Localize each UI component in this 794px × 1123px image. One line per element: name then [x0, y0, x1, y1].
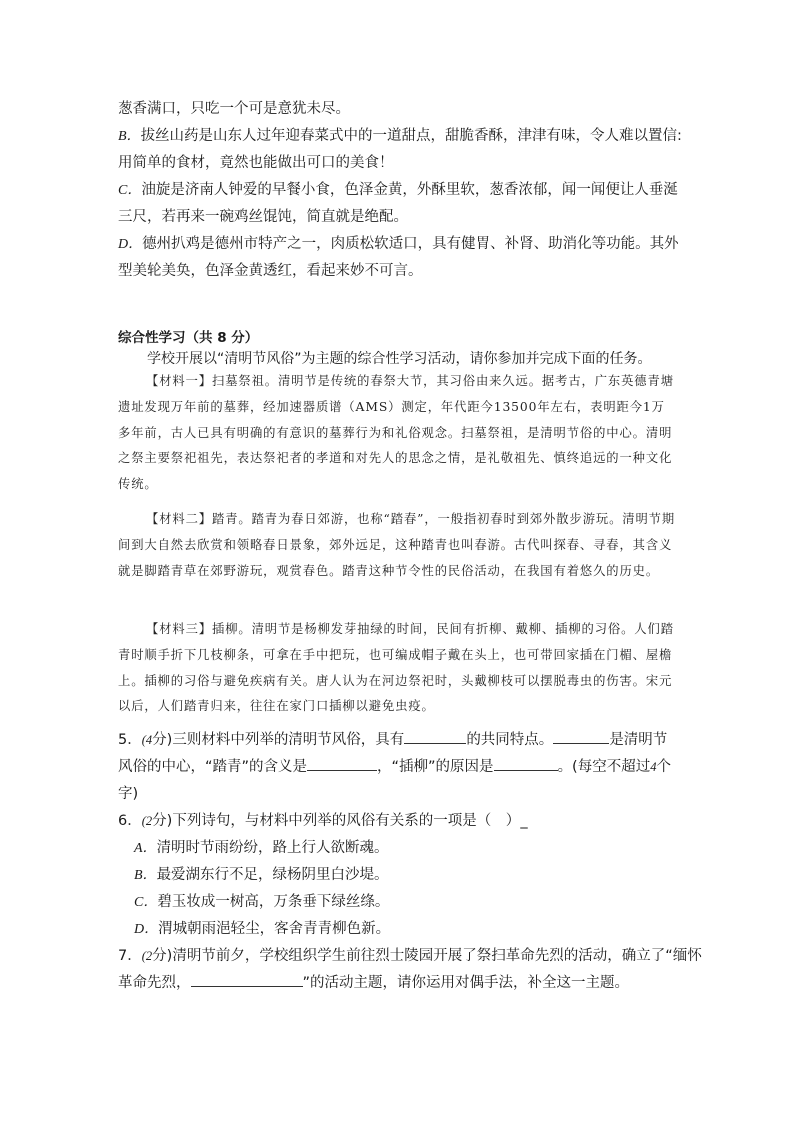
question-5-text-3: 是清明节: [609, 732, 668, 748]
option-c-line-2: 三尺，若再来一碗鸡丝馄饨，简直就是绝配。: [118, 209, 408, 225]
section-intro: 学校开展以“清明节风俗”为主题的综合性学习活动，请你参加并完成下面的任务。: [147, 351, 652, 367]
material-3: [118, 617, 678, 720]
option-b-letter: B．: [118, 129, 141, 144]
question-6-option-c-letter: C．: [134, 895, 158, 910]
question-6-option-a-letter: A．: [134, 841, 157, 856]
question-5-blank-3[interactable]: [307, 756, 377, 771]
question-5-line-1: [118, 728, 667, 749]
question-7-score: (2: [141, 949, 153, 963]
question-6-option-d-text: 渭城朝雨浥轻尘，客舍青青柳色新。: [158, 921, 391, 937]
question-7-line-2: [118, 971, 629, 992]
material-2-text: 踏青。踏青为春日郊游，也称“踏春”，一般指初春时到郊外散步游玩。清明节期间到大自然去欣赏和领略春日景象，郊外远足，这种踏青也叫春游。古代叫探春、寻春，其含义就是脚踏青草在郊野游玩，观赏春色。踏青这种节令性的民俗活动，在我国有着悠久的历史。: [118, 512, 676, 578]
question-6-stem: [118, 809, 528, 830]
question-6-option-d-letter: D．: [134, 922, 159, 937]
question-6-option-b-letter: B．: [134, 868, 157, 883]
question-5-score: (4: [141, 733, 153, 747]
question-5-text-6: 。(每空不超过: [557, 759, 651, 775]
question-7-text-3: ”的活动主题，请你运用对偶手法，补全这一主题。: [302, 975, 630, 991]
question-6-option-d[interactable]: [134, 917, 390, 938]
question-5-text-4: 风俗的中心，“踏青”的含义是: [118, 759, 308, 775]
question-6-option-a-text: 清明时节雨纷纷，路上行人欲断魂。: [156, 840, 389, 856]
question-7-number: 7．: [118, 948, 142, 964]
question-5-line-2: [118, 755, 671, 776]
question-7-text-1: 分)清明节前夕，学校组织学生前往烈士陵园开展了祭扫革命先烈的活动，确立了“缅怀: [152, 948, 702, 964]
question-6-option-c[interactable]: [134, 890, 389, 911]
question-6-number: 6．: [118, 813, 142, 829]
option-c-text-1: 油旋是济南人钟爱的早餐小食，色泽金黄，外酥里软，葱香浓郁，闻一闻便让人垂涎: [141, 182, 678, 198]
question-5-blank-4[interactable]: [494, 756, 558, 771]
option-c-line-1: [118, 178, 678, 199]
question-5-line-3: 字): [118, 786, 139, 802]
option-c-letter: C．: [118, 183, 142, 198]
option-b-line-1: [118, 124, 682, 145]
question-6-option-c-text: 碧玉妆成一树高，万条垂下绿丝绦。: [157, 894, 390, 910]
question-7-blank[interactable]: [191, 972, 303, 987]
question-5-text-1: 分)三则材料中列举的清明节风俗，具有: [152, 732, 405, 748]
question-5-text-5: ，“插柳”的原因是: [377, 759, 494, 775]
material-3-tag: 【材料三】: [146, 622, 212, 636]
option-d-text-1: 德州扒鸡是德州市特产之一，肉质松软适口，具有健胃、补肾、助消化等功能。其外: [142, 236, 679, 252]
question-6-text: 分)下列诗句，与材料中列举的风俗有关系的一项是（ ）: [152, 813, 521, 829]
option-b-line-2: 用简单的食材，竟然也能做出可口的美食！: [118, 155, 394, 171]
option-d-letter: D．: [118, 237, 143, 252]
option-b-text-1: 拔丝山药是山东人过年迎春菜式中的一道甜点，甜脆香酥，津津有味，令人难以置信:: [140, 128, 682, 144]
question-6-trail: _: [520, 813, 528, 829]
question-5-text-2: 的共同特点。: [466, 732, 554, 748]
question-5-limit: 4: [650, 760, 657, 774]
question-6-option-b[interactable]: [134, 863, 389, 884]
question-6-score: (2: [141, 814, 153, 828]
material-1-tag: 【材料一】: [146, 374, 212, 388]
material-2-tag: 【材料二】: [146, 512, 212, 526]
question-5-number: 5．: [118, 732, 142, 748]
question-7-text-2: 革命先烈，: [118, 975, 191, 991]
section-title: 综合性学习（共 8 分）: [118, 330, 259, 346]
question-5-blank-1[interactable]: [404, 729, 466, 744]
option-a-continuation: 葱香满口，只吃一个可是意犹未尽。: [118, 101, 350, 117]
question-6-option-b-text: 最爱湖东行不足，绿杨阴里白沙堤。: [156, 867, 389, 883]
material-1: [118, 369, 678, 498]
option-d-line-1: [118, 232, 679, 253]
material-2: [118, 507, 678, 584]
option-d-line-2: 型美轮美奂，色泽金黄透红，看起来妙不可言。: [118, 263, 423, 279]
question-5-blank-2[interactable]: [553, 729, 609, 744]
material-3-text: 插柳。清明节是杨柳发芽抽绿的时间，民间有折柳、戴柳、插柳的习俗。人们踏青时顺手折下几枝柳条，可拿在手中把玩，也可编成帽子戴在头上，也可带回家插在门楣、屋檐上。插柳的习俗与避免疾病有关。唐人认为在河边祭祀时，头戴柳枝可以摆脱毒虫的伤害。宋元以后，人们踏青归来，往往在家门口插柳以避免虫疫。: [118, 622, 674, 714]
question-5-text-7: 个: [656, 759, 671, 775]
material-1-text: 扫墓祭祖。清明节是传统的春祭大节，其习俗由来久远。据考古，广东英德青塘遗址发现万年前的墓葬，经加速器质谱（AMS）测定，年代距今13500年左右，表明距今1万多年前，古人已具有明确的有意识的墓葬行为和礼俗观念。扫墓祭祖，是清明节俗的中心。清明之祭主要祭祀祖先，表达祭祀者的孝道和对先人的思念之情，是礼敬祖先、慎终追远的一种文化传统。: [118, 374, 674, 492]
question-6-option-a[interactable]: [134, 836, 389, 857]
question-7-line-1: [118, 944, 702, 965]
